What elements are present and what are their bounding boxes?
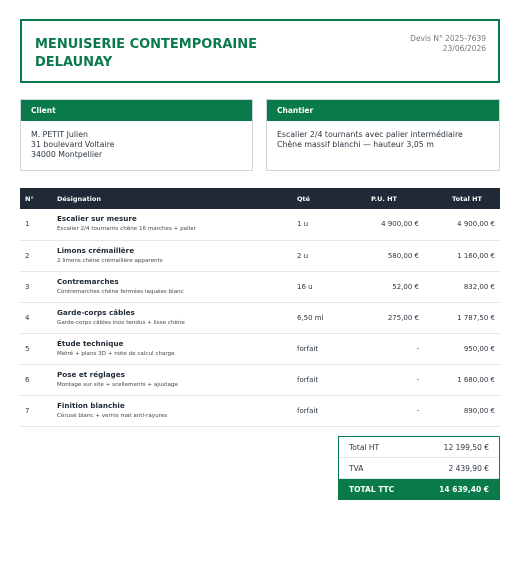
row-unit-price: - — [343, 364, 419, 395]
client-name: M. PETIT Julien — [31, 130, 88, 139]
header-total: Total HT — [419, 188, 500, 209]
row-designation — [51, 364, 291, 395]
row-number: 4 — [20, 302, 51, 333]
document-header — [20, 19, 500, 83]
total-ttc-label: TOTAL TTC — [349, 484, 395, 494]
client-card — [20, 99, 253, 171]
row-unit-price: 580,00 € — [343, 240, 419, 271]
site-line-1: Escalier 2/4 tournants avec palier intermédiaire — [277, 130, 463, 139]
row-number: 1 — [20, 209, 51, 240]
row-designation — [51, 240, 291, 271]
total-ht-label: Total HT — [349, 442, 380, 452]
row-total: 890,00 € — [419, 395, 500, 426]
row-description: Garde-corps câbles inox tendus + lisse chêne — [57, 319, 185, 326]
row-description: Cérusé blanc + vernis mat anti-rayures — [57, 412, 168, 419]
row-total: 1 680,00 € — [419, 364, 500, 395]
table-row — [20, 364, 500, 395]
row-title: Finition blanchie — [57, 400, 125, 410]
row-title: Pose et réglages — [57, 369, 125, 379]
quote-date: 23/06/2026 — [442, 44, 486, 53]
tva-label: TVA — [349, 463, 364, 473]
company-name: MENUISERIE CONTEMPORAINE DELAUNAY — [35, 37, 257, 70]
row-designation — [51, 333, 291, 364]
row-quantity: 16 u — [291, 271, 343, 302]
table-row — [20, 333, 500, 364]
row-description: Métré + plans 3D + note de calcul charge — [57, 350, 175, 357]
site-card-title: Chantier — [267, 100, 499, 121]
row-description: Escalier 2/4 tournants chêne 16 marches + palier — [57, 226, 196, 233]
header-unit-price: P.U. HT — [343, 188, 419, 209]
row-number: 3 — [20, 271, 51, 302]
row-designation — [51, 395, 291, 426]
row-unit-price: 4 900,00 € — [343, 209, 419, 240]
total-ht-row — [339, 437, 499, 458]
header-designation: Désignation — [51, 188, 291, 209]
row-designation — [51, 209, 291, 240]
client-address — [21, 121, 252, 160]
header-quantity: Qté — [291, 188, 343, 209]
row-total: 1 787,50 € — [419, 302, 500, 333]
row-designation — [51, 271, 291, 302]
row-total: 950,00 € — [419, 333, 500, 364]
row-description: Montage sur site + scellements + ajustage — [57, 381, 178, 388]
tva-value: 2 439,90 € — [448, 463, 489, 473]
row-number: 2 — [20, 240, 51, 271]
quote-number: Devis N° 2025-7639 — [410, 34, 486, 43]
total-ttc-value: 14 639,40 € — [439, 484, 489, 494]
row-title: Limons crémaillère — [57, 245, 135, 255]
totals-box — [338, 436, 500, 500]
total-ttc-row — [339, 479, 499, 499]
row-quantity: 2 u — [291, 240, 343, 271]
row-quantity: forfait — [291, 333, 343, 364]
site-description — [267, 121, 499, 150]
client-street: 31 boulevard Voltaire — [31, 140, 115, 149]
table-row — [20, 209, 500, 240]
row-total: 832,00 € — [419, 271, 500, 302]
table-row — [20, 302, 500, 333]
row-title: Contremarches — [57, 276, 119, 286]
site-card — [266, 99, 500, 171]
site-line-2: Chêne massif blanchi — hauteur 3,05 m — [277, 140, 434, 149]
items-table — [20, 188, 500, 427]
row-description: 2 limons chêne crémaillère apparents — [57, 257, 163, 264]
row-description: Contremarches chêne fermées laquées blanc — [57, 288, 184, 295]
row-number: 6 — [20, 364, 51, 395]
row-title: Escalier sur mesure — [57, 214, 137, 224]
client-card-title: Client — [21, 100, 252, 121]
quote-meta — [410, 34, 486, 54]
row-title: Garde-corps câbles — [57, 307, 135, 317]
row-designation — [51, 302, 291, 333]
row-number: 7 — [20, 395, 51, 426]
row-total: 1 160,00 € — [419, 240, 500, 271]
row-quantity: forfait — [291, 395, 343, 426]
row-number: 5 — [20, 333, 51, 364]
client-city: 34000 Montpellier — [31, 150, 103, 159]
table-row — [20, 395, 500, 426]
row-quantity: forfait — [291, 364, 343, 395]
row-unit-price: 275,00 € — [343, 302, 419, 333]
row-total: 4 900,00 € — [419, 209, 500, 240]
row-unit-price: 52,00 € — [343, 271, 419, 302]
table-row — [20, 271, 500, 302]
tva-row — [339, 458, 499, 479]
header-number: N° — [20, 188, 51, 209]
row-unit-price: - — [343, 395, 419, 426]
row-unit-price: - — [343, 333, 419, 364]
row-quantity: 1 u — [291, 209, 343, 240]
total-ht-value: 12 199,50 € — [443, 442, 489, 452]
row-title: Étude technique — [57, 338, 124, 348]
items-header-row — [20, 188, 500, 209]
row-quantity: 6,50 ml — [291, 302, 343, 333]
table-row — [20, 240, 500, 271]
